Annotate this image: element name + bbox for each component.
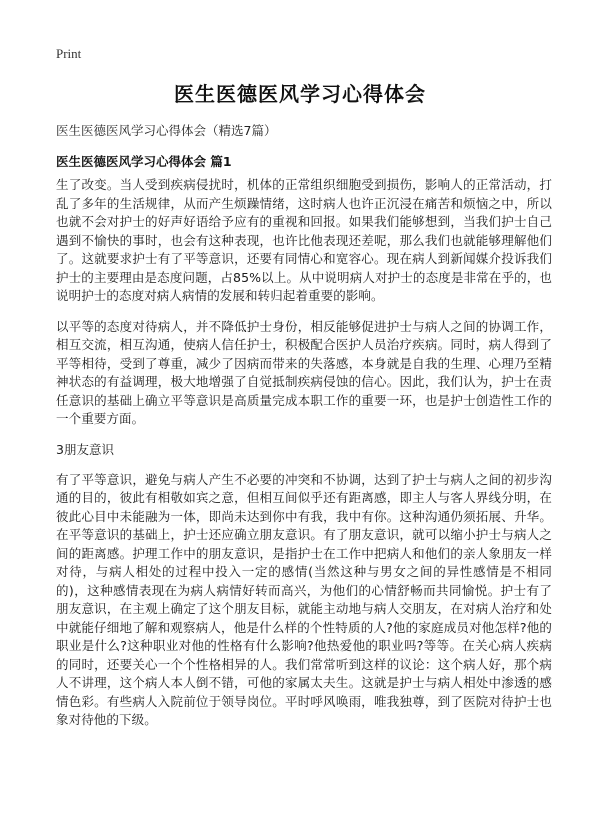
print-link[interactable]: Print <box>56 46 82 61</box>
article-body <box>56 176 552 742</box>
section-heading: 医生医德医风学习心得体会 篇1 <box>56 154 232 169</box>
paragraph-2: 以平等的态度对待病人，并不降低护士身份，相反能够促进护士与病人之间的协调工作，相互交流，相互沟通，使病人信任护士，积极配合医护人员治疗疾病。同时，病人得到了平等相待，受到了尊重，减少了因病而带来的失落感，本身就是自我的生理、心理乃至精神状态的有益调理，极大地增强了自觉抵制疾病侵蚀的信心。因此，我们认为，护士在责任意识的基础上确立平等意识是高质量完成本职工作的重要一环，也是护士创造性工作的一个重要方面。 <box>56 318 552 426</box>
subsection-heading: 3朋友意识 <box>56 441 114 457</box>
paragraph-1: 生了改变。当人受到疾病侵扰时，机体的正常组织细胞受到损伤，影响人的正常活动，打乱了多年的生活规律，从而产生烦躁情绪，这时病人也许正沉浸在痛苦和烦恼之中，所以也就不会对护士的好声好语给予应有的重视和回报。如果我们能够想到，当我们护士自己遇到不愉快的事时，也会有这种表现，也许比他表现还差呢，那么我们也就能够理解他们了。这就要求护士有了平等意识，还要有同情心和宽容心。现在病人到新闻媒介投诉我们护士的主要理由是态度问题，占85%以上。从中说明病人对护士的态度是非常在乎的，也说明护士的态度对病人病情的发展和转归起着重要的影响。 <box>56 177 552 303</box>
page-title: 医生医德医风学习心得体会 <box>174 82 426 106</box>
document-subtitle: 医生医德医风学习心得体会（精选7篇） <box>56 123 277 138</box>
paragraph-3: 有了平等意识，避免与病人产生不必要的冲突和不协调，达到了护士与病人之间的初步沟通的目的，彼此有相敬如宾之意，但相互间似乎还有距离感，即主人与客人界线分明，在彼此心目中未能融为一体，即尚未达到你中有我，我中有你。这种沟通仍须拓展、升华。在平等意识的基础上，护士还应确立朋友意识。有了朋友意识，就可以缩小护士与病人之间的距离感。护理工作中的朋友意识，是指护士在工作中把病人和他们的亲人象朋友一样对待，与病人相处的过程中投入一定的感情(当然这种与男女之间的异性感情是不相同的)，这种感情表现在为病人病情好转而高兴，为他们的心情舒畅而共同愉悦。护士有了朋友意识，在主观上确定了这个朋友目标，就能主动地与病人交朋友，在对病人治疗和处中就能仔细地了解和观察病人，他是什么样的个性特质的人?他的家庭成员对他怎样?他的职业是什么?这种职业对他的性格有什么影响?他热爱他的职业吗?等等。在关心病人疾病的同时，还要关心一个个性格相异的人。我们常常听到这样的议论：这个病人好，那个病人不讲理，这个病人本人倒不错，可他的家属太夫生。这就是护士与病人相处中渗透的感情色彩。有些病人入院前位于领导岗位。平时呼风唤雨，唯我独尊，到了医院对待护士也象对待他的下级。 <box>56 471 552 727</box>
